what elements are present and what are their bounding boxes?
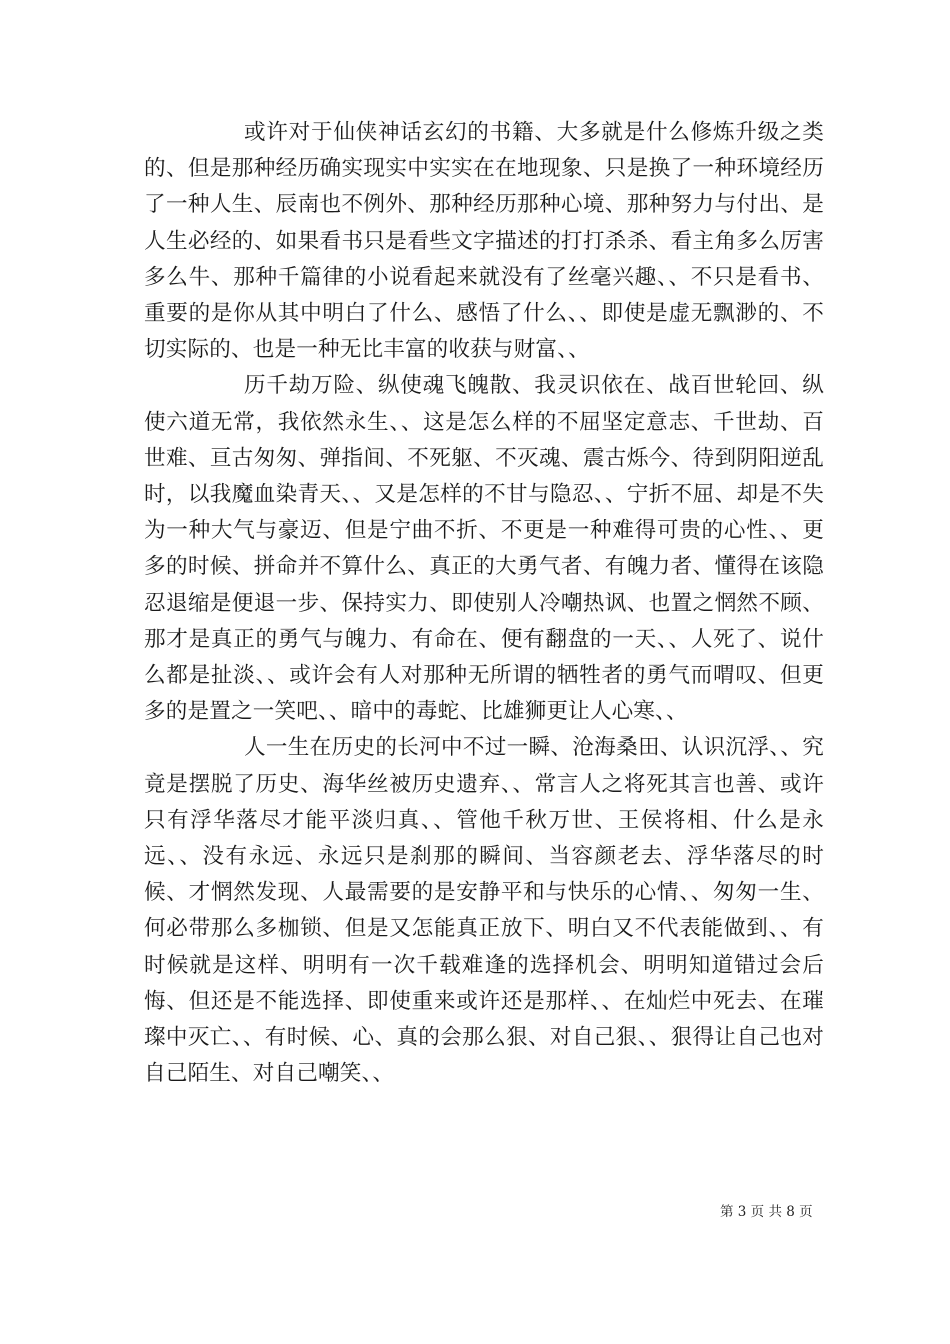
paragraph-2: 历千劫万险、纵使魂飞魄散、我灵识依在、战百世轮回、纵使六道无常，我依然永生、、这是怎么样的不屈坚定意志、千世劫、百世难、亘古匆匆、弹指间、不死躯、不灭魂、震古烁今、待到阴阳逆乱时，以我魔血染青天、、又是怎样的不甘与隐忍、、宁折不屈、却是不失为一种大气与豪迈、但是宁曲不折、不更是一种难得可贵的心性、、更多的时候、拼命并不算什么、真正的大勇气者、有魄力者、懂得在该隐忍退缩是便退一步、保持实力、即使别人冷嘲热讽、也置之惘然不顾、那才是真正的勇气与魄力、有命在、便有翻盘的一天、、人死了、说什么都是扯淡、、或许会有人对那种无所谓的牺牲者的勇气而喟叹、但更多的是置之一笑吧、、暗中的毒蛇、比雄狮更让人心寒、、 xyxy=(144,373,824,725)
body-text xyxy=(144,115,824,1092)
page-number: 第 3 页 共 8 页 xyxy=(720,1204,813,1220)
paragraph-1: 或许对于仙侠神话玄幻的书籍、大多就是什么修炼升级之类的、但是那种经历确实现实中实实在在地现象、只是换了一种环境经历了一种人生、辰南也不例外、那种经历那种心境、那种努力与付出、是人生必经的、如果看书只是看些文字描述的打打杀杀、看主角多么厉害多么牛、那种千篇律的小说看起来就没有了丝毫兴趣、、不只是看书、重要的是你从其中明白了什么、感悟了什么、、即使是虚无飘渺的、不切实际的、也是一种无比丰富的收获与财富、、 xyxy=(144,120,824,363)
paragraph-3: 人一生在历史的长河中不过一瞬、沧海桑田、认识沉浮、、究竟是摆脱了历史、海华丝被历史遗弃、、常言人之将死其言也善、或许只有浮华落尽才能平淡归真、、管他千秋万世、王侯将相、什么是永远、、没有永远、永远只是刹那的瞬间、当容颜老去、浮华落尽的时候、才惘然发现、人最需要的是安静平和与快乐的心情、、匆匆一生、何必带那么多枷锁、但是又怎能真正放下、明白又不代表能做到、、有时候就是这样、明明有一次千载难逢的选择机会、明明知道错过会后悔、但还是不能选择、即使重来或许还是那样、、在灿烂中死去、在璀璨中灭亡、、有时候、心、真的会那么狠、对自己狠、、狠得让自己也对自己陌生、对自己嘲笑、、 xyxy=(144,735,824,1087)
